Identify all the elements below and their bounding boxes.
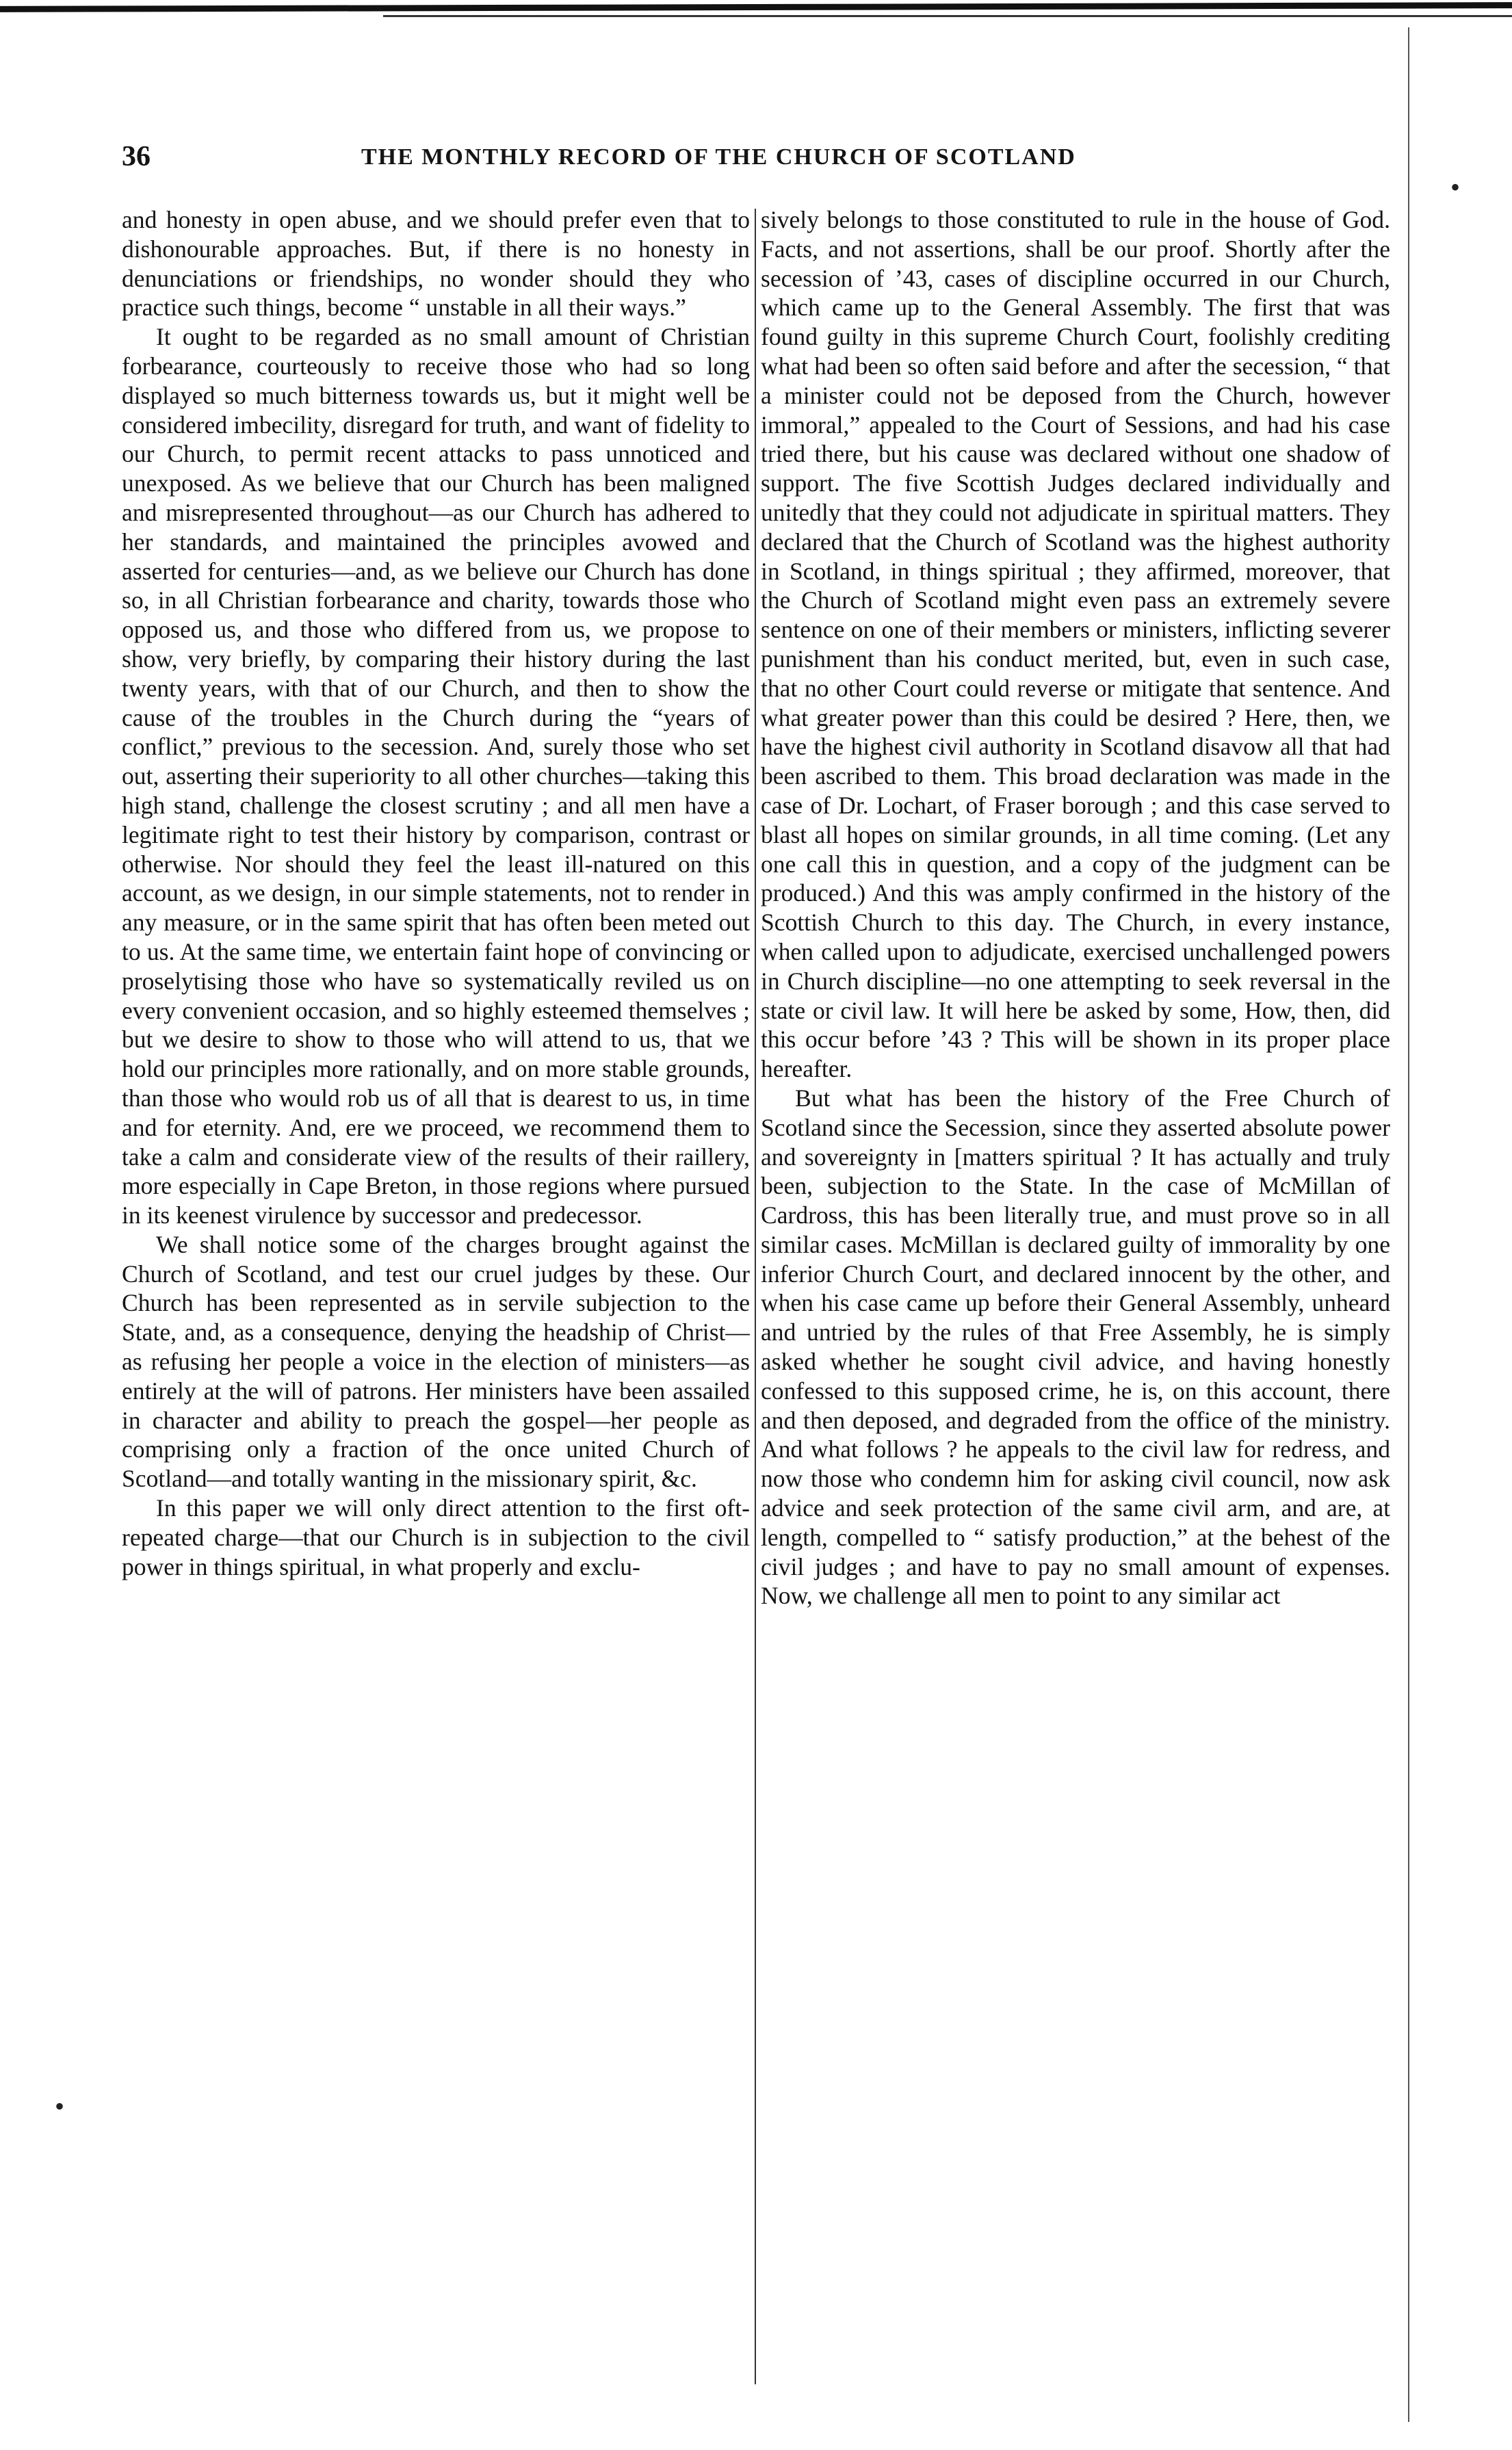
left-paragraph-3: We shall notice some of the charges brought against the Church of Scotland, and test our cruel judges by these. Our Church has been represented as in servile subjection to the State, and, as a consequence, denying the headship of Christ—as refusing her people a voice in the election of ministers—as entirely at the will of patrons. Her ministers have been assailed in character and ability to preach the gospel—her people as comprising only a fraction of the once united Church of Scotland—and totally wanting in the missionary spirit, &c.	[122, 1230, 750, 1493]
page-edge-line	[1408, 27, 1409, 2422]
left-paragraph-2: It ought to be regarded as no small amount of Christian forbearance, courteously to receive those who had so long displayed so much bitterness towards us, but it might well be considered imbecility, disregard for truth, and want of fidelity to our Church, to permit recent attacks to pass unnoticed and unexposed. As we believe that our Church has been maligned and misrepresented throughout—as our Church has adhered to her standards, and maintained the principles avowed and asserted for centuries—and, as we believe our Church has done so, in all Christian forbearance and charity, towards those who opposed us, and those who differed from us, we propose to show, very briefly, by comparing their history during the last twenty years, with that of our Church, and then to show the cause of the troubles in the Church during the “years of conflict,” previous to the secession. And, surely those who set out, asserting their superiority to all other churches—taking this high stand, challenge the closest scrutiny ; and all men have a legitimate right to test their history by comparison, contrast or otherwise. Nor should they feel the least ill-natured on this account, as we design, in our simple statements, not to render in any measure, or in the same spirit that has often been meted out to us. At the same time, we entertain faint hope of convincing or proselytising those who have so systematically reviled us on every convenient occasion, and so highly esteemed themselves ; but we desire to show to those who will attend to us, that we hold our principles more rationally, and on more stable grounds, than those who would rob us of all that is dearest to us, in time and for eternity. And, ere we proceed, we recommend them to take a calm and considerate view of the results of their raillery, more especially in Cape Breton, in those regions where pursued in its keenest virulence by successor and predecessor.	[122, 323, 750, 1229]
left-paragraph-1: and honesty in open abuse, and we should prefer even that to dishonourable approaches. But, if there is no honesty in denunciations or friendships, no wonder should they who practice such things, become “ unstable in all their ways.”	[122, 206, 750, 322]
margin-mark: •	[1450, 172, 1461, 203]
left-paragraph-4: In this paper we will only direct attention to the first oft-repeated charge—that our Church is in subjection to the civil power in things spiritual, in what properly and exclu-	[122, 1494, 750, 1580]
margin-mark: •	[55, 2091, 65, 2122]
left-column	[122, 205, 750, 2395]
right-paragraph-1: sively belongs to those constituted to rule in the house of God. Facts, and not assertions, shall be our proof. Shortly after the secession of ’43, cases of discipline occurred in our Church, which came up to the General Assembly. The first that was found guilty in this supreme Church Court, foolishly crediting what had been so often said before and after the secession, “ that a minister could not be deposed from the Church, however immoral,” appealed to the Court of Sessions, and had his case tried there, but his cause was declared without one shadow of support. The five Scottish Judges declared individually and unitedly that they could not adjudicate in spiritual matters. They declared that the Church of Scotland was the highest authority in Scotland, in things spiritual ; they affirmed, moreover, that the Church of Scotland might even pass an extremely severe sentence on one of their members or ministers, inflicting severer punishment than his conduct merited, but, even in such case, that no other Court could reverse or mitigate that sentence. And what greater power than this could be desired ? Here, then, we have the highest civil authority in Scotland disavow all that had been ascribed to them. This broad declaration was made in the case of Dr. Lochart, of Fraser borough ; and this case served to blast all hopes on similar grounds, in all time coming. (Let any one call this in question, and a copy of the judgment can be produced.) And this was amply confirmed in the history of the Scottish Church to this day. The Church, in every instance, when called upon to adjudicate, exercised unchallenged powers in Church discipline—no one attempting to seek reversal in the state or civil law. It will here be asked by some, How, then, did this occur before ’43 ? This will be shown in its proper place hereafter.	[761, 206, 1390, 1083]
right-paragraph-2: But what has been the history of the Free Church of Scotland since the Secession, since they asserted absolute power and sovereignty in [matters spiritual ? It has actually and truly been, subjection to the State. In the case of McMillan of Cardross, this has been literally true, and must prove so in all similar cases. McMillan is declared guilty of immorality by one inferior Church Court, and declared innocent by the other, and when his case came up before their General Assembly, unheard and untried by the rules of that Free Assembly, he is simply asked whether he sought civil advice, and having honestly confessed to this supposed crime, he is, on this account, there and then deposed, and degraded from the office of the ministry. And what follows ? he appeals to the civil law for redress, and now those who condemn him for asking civil council, now ask advice and seek protection of the same civil arm, and are, at length, compelled to “ satisfy production,” at the behest of the civil judges ; and have to pay no small amount of expenses. Now, we challenge all men to point to any similar act	[761, 1084, 1390, 1610]
column-divider	[755, 209, 756, 2384]
top-border-rule	[0, 0, 1512, 27]
top-border-thin-line	[383, 15, 1512, 17]
top-border-bar	[0, 2, 1512, 12]
running-title: THE MONTHLY RECORD OF THE CHURCH OF SCOTLAND	[361, 144, 1076, 170]
page-header	[122, 140, 1408, 181]
right-column	[761, 205, 1390, 2395]
page-number: 36	[122, 141, 151, 172]
